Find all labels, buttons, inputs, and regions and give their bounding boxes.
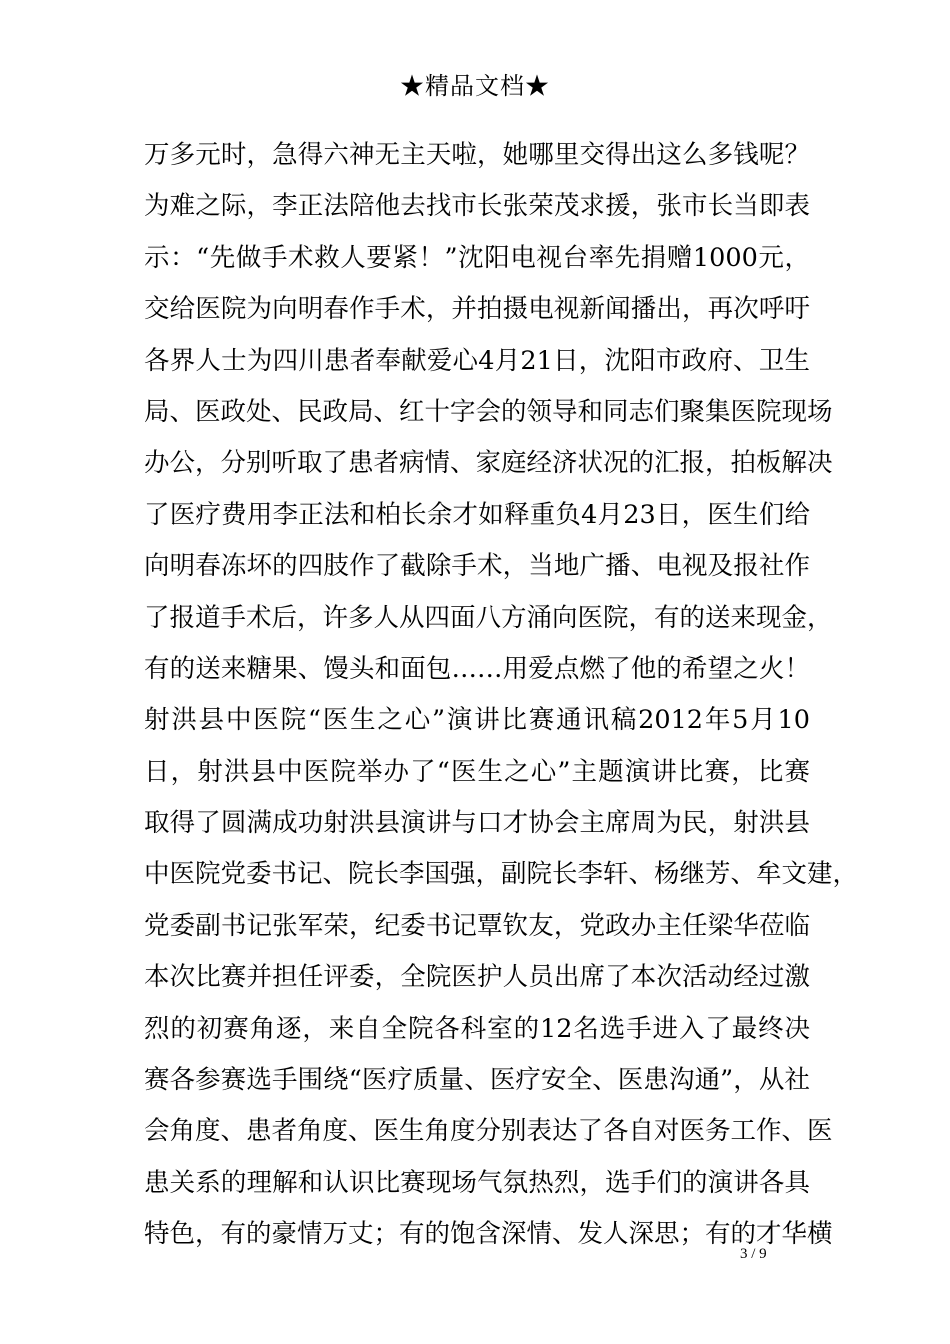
text-line: 射洪县中医院“医生之心”演讲比赛通讯稿2012年5月10: [144, 705, 810, 736]
text-line: 了医疗费用李正法和柏长余才如释重负4月23日，医生们给: [144, 499, 810, 530]
text-line: 本次比赛并担任评委，全院医护人员出席了本次活动经过激: [144, 962, 810, 993]
text-line: 示：“先做手术救人要紧！”沈阳电视台率先捐赠1000元，: [144, 242, 810, 273]
text-line: 赛各参赛选手围绕“医疗质量、医疗安全、医患沟通”，从社: [144, 1065, 810, 1096]
text-line: 交给医院为向明春作手术，并拍摄电视新闻播出，再次呼吁: [144, 294, 810, 325]
text-line: 党委副书记张军荣，纪委书记覃钦友，党政办主任梁华莅临: [144, 910, 810, 941]
text-line: 有的送来糖果、馒头和面包……用爱点燃了他的希望之火！: [144, 653, 810, 684]
text-line: 会角度、患者角度、医生角度分别表达了各自对医务工作、医: [144, 1116, 833, 1147]
text-line: 患关系的理解和认识比赛现场气氛热烈，选手们的演讲各具: [144, 1167, 810, 1198]
document-header-title: ★精品文档★: [400, 72, 550, 100]
document-body: [144, 130, 859, 1261]
text-line: 日，射洪县中医院举办了“医生之心”主题演讲比赛，比赛: [144, 756, 810, 787]
text-line: 中医院党委书记、院长李国强，副院长李轩、杨继芳、牟文建，: [144, 859, 859, 890]
text-line: 各界人士为四川患者奉献爱心4月21日，沈阳市政府、卫生: [144, 345, 810, 376]
text-line: 万多元时，急得六神无主天啦，她哪里交得出这么多钱呢？: [144, 140, 810, 170]
text-line: 了报道手术后，许多人从四面八方涌向医院，有的送来现金，: [144, 602, 833, 633]
text-line: 特色，有的豪情万丈；有的饱含深情、发人深思；有的才华横: [144, 1219, 833, 1250]
text-line: 向明春冻坏的四肢作了截除手术，当地广播、电视及报社作: [144, 551, 810, 582]
text-line: 取得了圆满成功射洪县演讲与口才协会主席周为民，射洪县: [144, 808, 810, 839]
text-line: 烈的初赛角逐，来自全院各科室的12名选手进入了最终决: [144, 1013, 810, 1044]
page-number: 3 / 9: [740, 1246, 767, 1262]
text-line: 局、医政处、民政局、红十字会的领导和同志们聚集医院现场: [144, 396, 833, 427]
text-line: 为难之际，李正法陪他去找市长张荣茂求援，张市长当即表: [144, 191, 810, 222]
text-line: 办公，分别听取了患者病情、家庭经济状况的汇报，拍板解决: [144, 448, 833, 479]
